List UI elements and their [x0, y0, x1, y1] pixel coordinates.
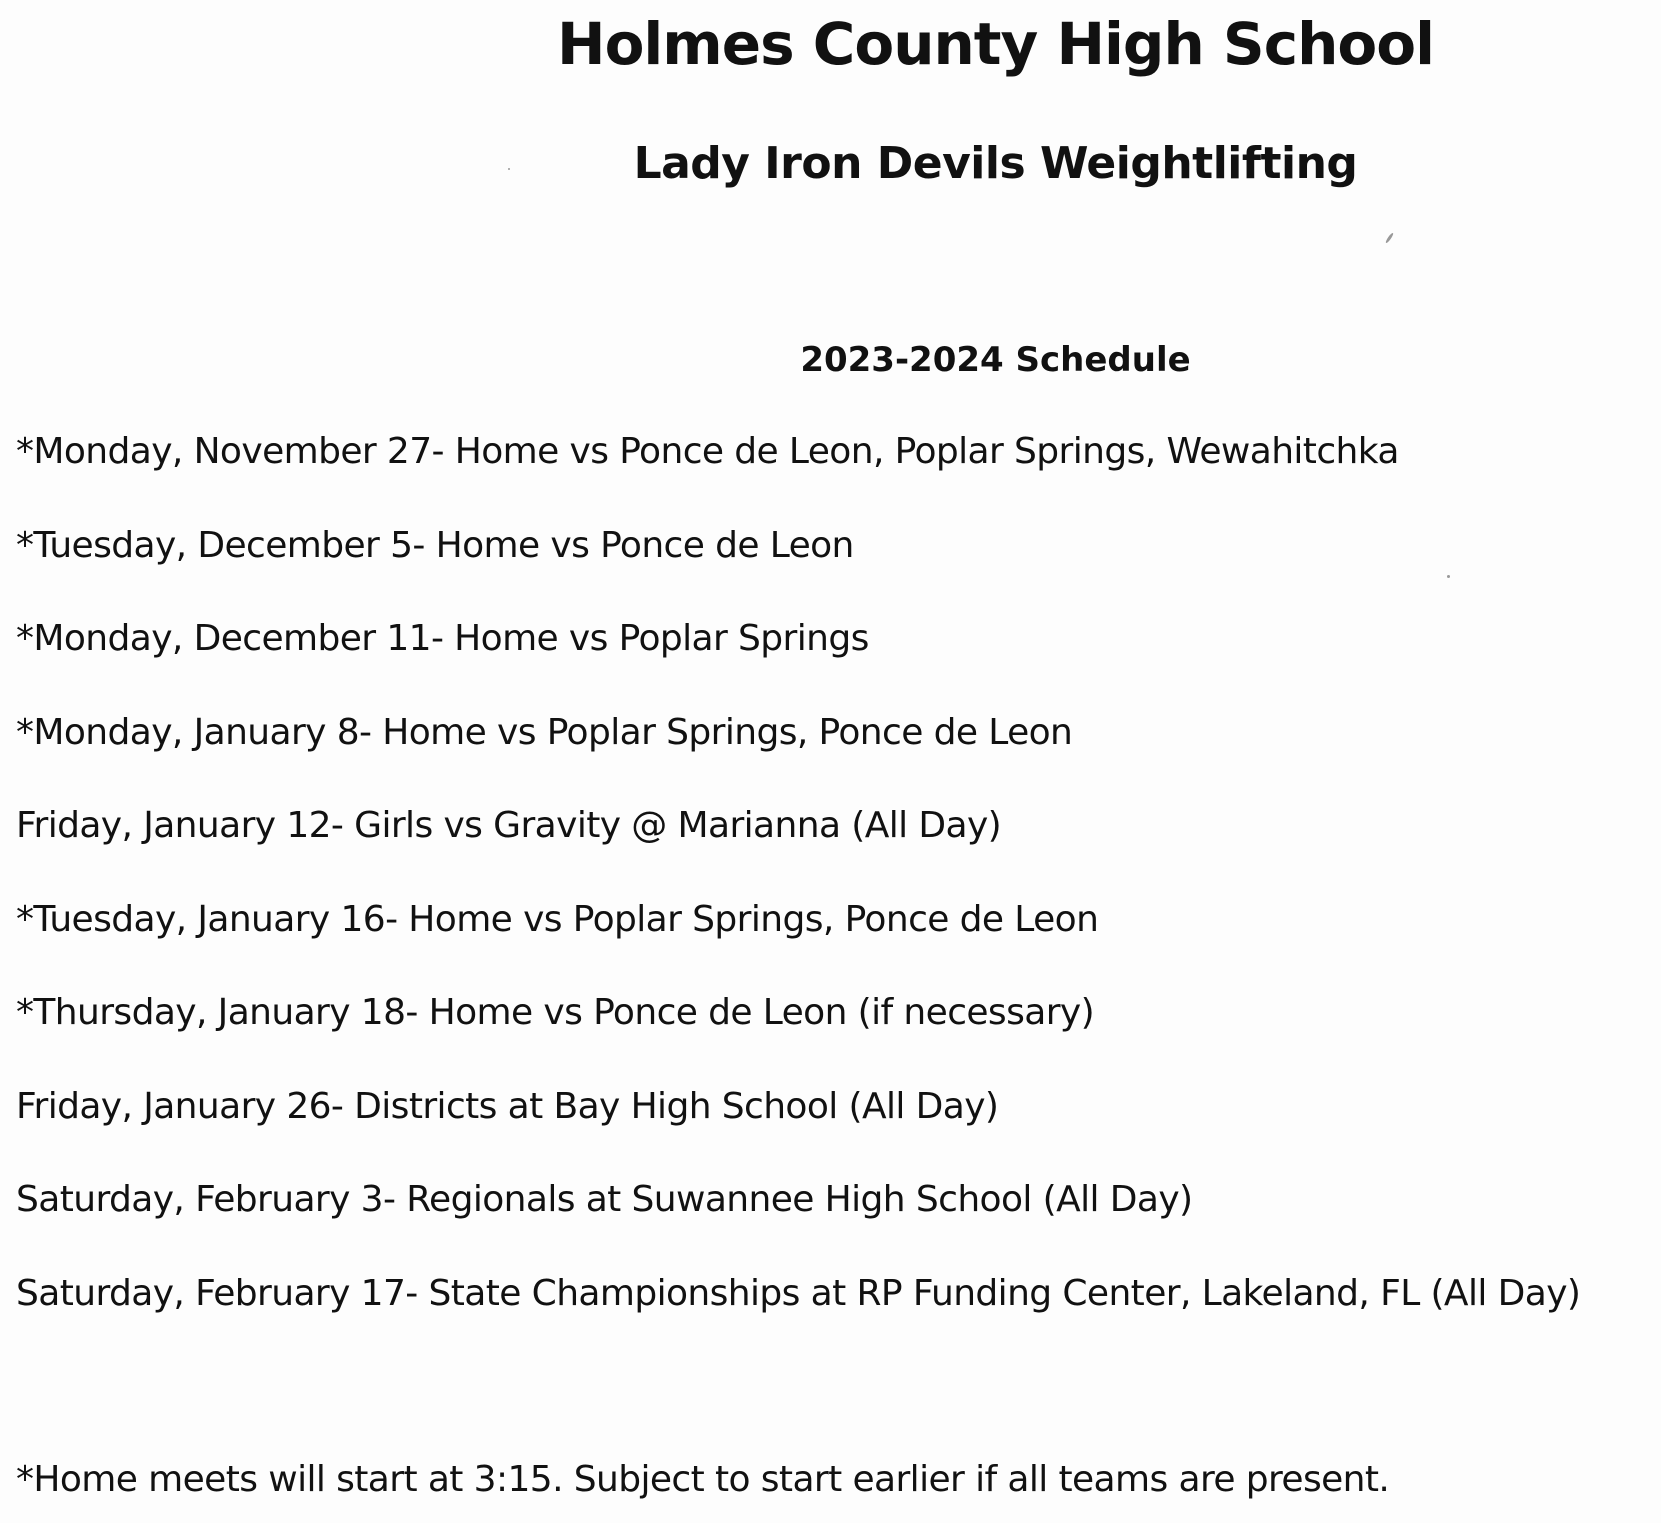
- schedule-item: *Tuesday, January 16- Home vs Poplar Springs, Ponce de Leon: [16, 898, 1099, 940]
- schedule-item: *Monday, December 11- Home vs Poplar Springs: [16, 618, 869, 659]
- scan-speck: [1447, 575, 1450, 578]
- schedule-item: *Tuesday, December 5- Home vs Ponce de Leon: [16, 524, 854, 566]
- scan-speck: [508, 168, 510, 170]
- schedule-item: Friday, January 12- Girls vs Gravity @ Marianna (All Day): [16, 805, 1002, 846]
- schedule-item: Saturday, February 17- State Championships at RP Funding Center, Lakeland, FL (All Day): [16, 1272, 1581, 1314]
- scan-speck: [1385, 232, 1394, 244]
- schedule-item: *Monday, January 8- Home vs Poplar Springs, Ponce de Leon: [16, 711, 1073, 753]
- school-title: Holmes County High School: [557, 10, 1434, 78]
- schedule-title: 2023-2024 Schedule: [800, 340, 1191, 380]
- schedule-item: Friday, January 26- Districts at Bay High School (All Day): [16, 1085, 999, 1127]
- schedule-list: [16, 430, 1580, 1365]
- team-title: Lady Iron Devils Weightlifting: [633, 138, 1358, 189]
- schedule-item: *Thursday, January 18- Home vs Ponce de Leon (if necessary): [16, 992, 1095, 1033]
- schedule-item: Saturday, February 3- Regionals at Suwannee High School (All Day): [16, 1179, 1193, 1220]
- schedule-item: *Monday, November 27- Home vs Ponce de Leon, Poplar Springs, Wewahitchka: [16, 431, 1399, 472]
- footnote: *Home meets will start at 3:15. Subject to start earlier if all teams are present.: [16, 1459, 1390, 1500]
